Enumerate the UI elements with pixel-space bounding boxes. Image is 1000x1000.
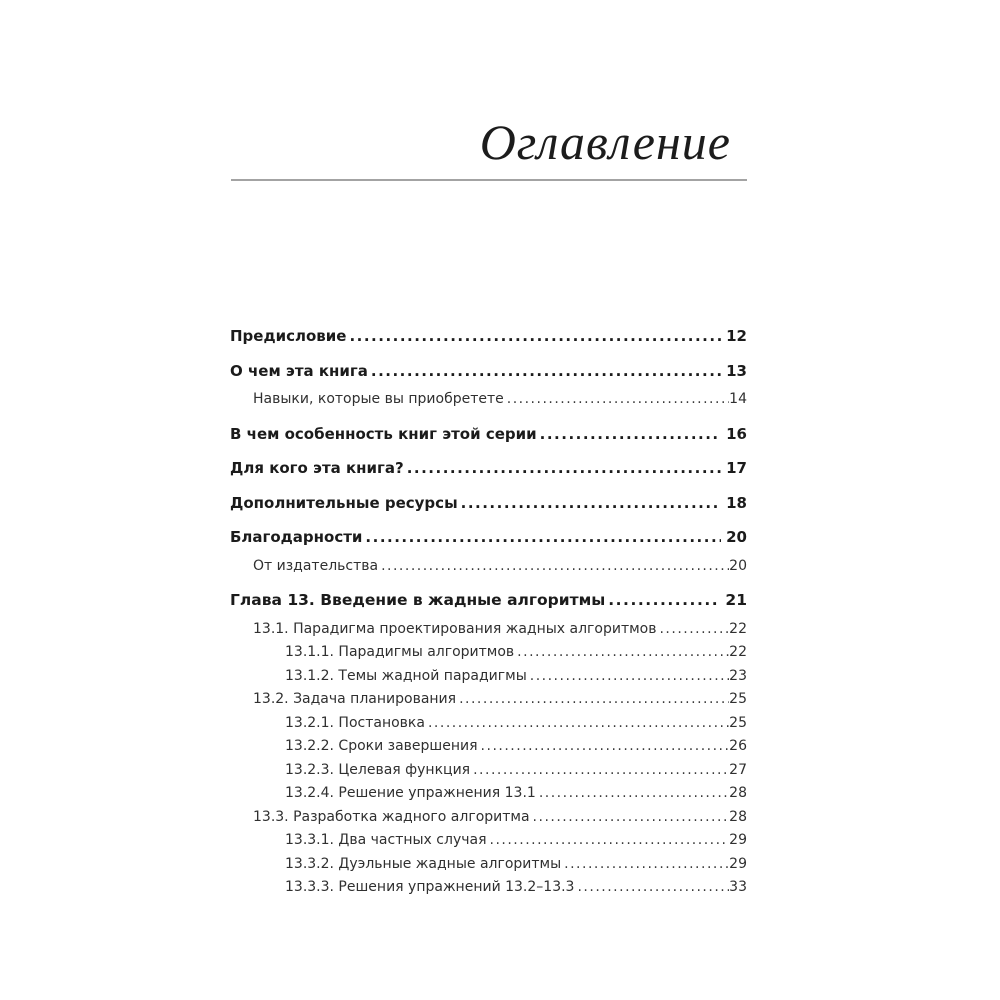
toc-leader-dots <box>608 589 720 613</box>
toc-page-number: 17 <box>726 459 747 477</box>
toc-entry-label: 13.3.3. Решения упражнений 13.2–13.3 <box>285 879 575 895</box>
toc-entry-label: 13.3. Разработка жадного алгоритма <box>253 808 530 825</box>
toc-entry[interactable] <box>230 712 747 736</box>
toc-entry[interactable] <box>230 423 747 447</box>
title-divider-line <box>231 179 747 181</box>
toc-entry-label: От издательства <box>253 557 379 574</box>
toc-leader-dots <box>459 688 729 712</box>
toc-page-number: 28 <box>729 785 747 801</box>
toc-entry-label: 13.1. Парадигма проектирования жадных алгоритмов <box>253 620 657 637</box>
toc-entry[interactable] <box>230 360 747 384</box>
toc-entry[interactable] <box>230 641 747 665</box>
toc-entry-label: О чем эта книга <box>230 361 368 380</box>
toc-page-number: 22 <box>729 644 747 660</box>
toc-leader-dots <box>490 829 730 853</box>
toc-page-number: 28 <box>729 808 747 825</box>
toc-entry[interactable] <box>230 492 747 516</box>
toc-page-number: 23 <box>729 667 747 684</box>
toc-entry[interactable] <box>230 876 747 900</box>
toc-leader-dots <box>659 618 729 642</box>
toc-page-number: 25 <box>729 714 747 731</box>
toc-page-number: 22 <box>729 620 747 637</box>
toc-leader-dots <box>481 735 730 759</box>
toc-entry-label: 13.2.3. Целевая функция <box>285 761 471 778</box>
toc-entry-label: 13.2.2. Сроки завершения <box>285 738 478 754</box>
toc-leader-dots <box>407 457 721 481</box>
toc-leader-dots <box>461 492 721 516</box>
toc-page-number: 29 <box>729 832 747 848</box>
toc-entry[interactable] <box>230 829 747 853</box>
toc-leader-dots <box>473 759 729 783</box>
toc-entry-label: В чем особенность книг этой серии <box>230 424 537 443</box>
toc-entry-label: Навыки, которые вы приобретете <box>253 391 504 407</box>
toc-leader-dots <box>517 641 729 665</box>
toc-page-number: 18 <box>726 493 747 512</box>
toc-leader-dots <box>539 782 729 806</box>
toc-entry-label: Благодарности <box>230 528 363 546</box>
toc-page-number: 12 <box>726 327 747 345</box>
toc-entry-label: 13.2. Задача планирования <box>253 691 457 707</box>
toc-leader-dots <box>564 853 729 877</box>
toc-page-number: 25 <box>729 691 747 707</box>
toc-entry-label: 13.2.4. Решение упражнения 13.1 <box>285 785 536 801</box>
toc-entry-label: 13.3.1. Два частных случая <box>285 832 487 848</box>
toc-page-number: 29 <box>729 855 747 872</box>
toc-page-number: 16 <box>726 424 747 443</box>
toc-page-number: 20 <box>726 528 747 546</box>
toc-page-number: 27 <box>729 761 747 778</box>
toc-page-number: 33 <box>729 879 747 895</box>
toc-entry[interactable] <box>230 806 747 830</box>
toc-leader-dots <box>371 360 721 384</box>
toc-leader-dots <box>349 325 721 349</box>
toc-entry-label: Предисловие <box>230 327 347 345</box>
toc-entry[interactable] <box>230 759 747 783</box>
toc-page-number: 21 <box>725 591 747 609</box>
toc-entry-label: Глава 13. Введение в жадные алгоритмы <box>230 591 606 609</box>
toc-leader-dots <box>540 423 721 447</box>
toc-entry-label: Дополнительные ресурсы <box>230 493 458 512</box>
toc-entry[interactable] <box>230 526 747 550</box>
toc-entry[interactable] <box>230 782 747 806</box>
page-title: Оглавление <box>479 114 731 170</box>
toc-entry[interactable] <box>230 618 747 642</box>
toc-page-number: 26 <box>729 738 747 754</box>
toc-leader-dots <box>530 665 729 689</box>
toc-leader-dots <box>577 876 729 900</box>
toc-page-number: 20 <box>729 557 747 574</box>
toc-entry[interactable] <box>230 589 747 613</box>
toc-page-number: 14 <box>729 391 747 407</box>
toc-entry[interactable] <box>230 688 747 712</box>
toc-leader-dots <box>507 388 729 412</box>
toc-entry[interactable] <box>230 388 747 412</box>
toc-leader-dots <box>365 526 721 550</box>
toc-entry-label: 13.2.1. Постановка <box>285 714 425 731</box>
toc-list <box>230 325 747 900</box>
toc-entry[interactable] <box>230 457 747 481</box>
toc-entry[interactable] <box>230 665 747 689</box>
toc-entry[interactable] <box>230 853 747 877</box>
toc-entry-label: Для кого эта книга? <box>230 459 404 477</box>
toc-entry-label: 13.3.2. Дуэльные жадные алгоритмы <box>285 855 562 872</box>
toc-leader-dots <box>428 712 729 736</box>
toc-entry[interactable] <box>230 555 747 579</box>
toc-entry[interactable] <box>230 735 747 759</box>
toc-entry-label: 13.1.1. Парадигмы алгоритмов <box>285 644 515 660</box>
toc-entry[interactable] <box>230 325 747 349</box>
toc-leader-dots <box>381 555 729 579</box>
toc-page-number: 13 <box>726 361 747 380</box>
toc-entry-label: 13.1.2. Темы жадной парадигмы <box>285 667 527 684</box>
toc-leader-dots <box>533 806 730 830</box>
